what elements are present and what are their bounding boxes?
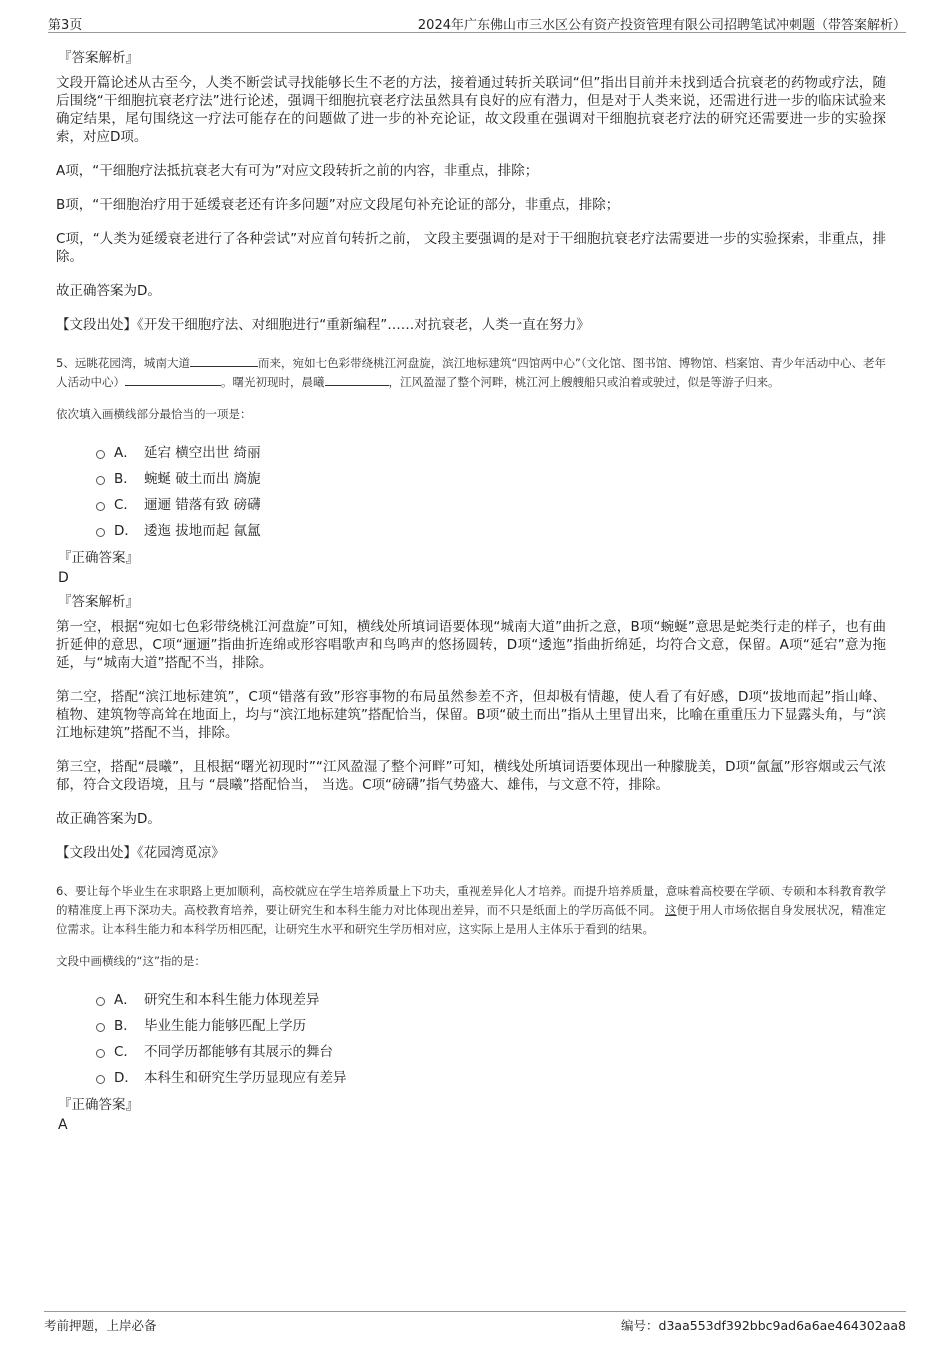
question-6-prompt: 文段中画横线的“这”指的是： [56,954,206,968]
radio-icon[interactable] [96,528,105,537]
page-footer [44,1311,906,1334]
correct-answer-label: 『正确答案』 [58,550,139,566]
analysis-paragraph: C项，“人类为延缓衰老进行了各种尝试”对应首句转折之前， 文段主要强调的是对于干细胞抗衰老疗法需要进一步的实验探索，非重点，排除。 [56,231,886,265]
option-d[interactable]: D． 本科生和研究生学历显现应有差异 [96,1063,886,1089]
question-5-prompt: 依次填入画横线部分最恰当的一项是： [56,407,252,421]
page-number: 第3页 [48,18,83,33]
page-content [56,46,886,1137]
analysis-paragraph: A项，“干细胞疗法抵抗衰老大有可为”对应文段转折之前的内容，非重点，排除； [56,163,539,179]
question-5-text: 5、远眺花园湾，城南大道 而来，宛如七色彩带绕桃江河盘旋，滨江地标建筑“四馆两中心”（文化馆、图书馆、博物馆、档案馆、青少年活动中心、老年人活动中心） 。曙光初现时，晨曦 ，江风盈湿了整个河畔，桃江河上艘艘船只或泊着或驶过，似是等游子归来。 [56,356,886,389]
analysis-paragraph: 第二空，搭配“滨江地标建筑”，C项“错落有致”形容事物的布局虽然参差不齐，但却极有情趣，使人看了有好感，D项“拔地而起”指山峰、植物、建筑物等高耸在地面上，均与“滨江地标建筑”搭配恰当，保留。B项“破土而出”指从土里冒出来，比喻在重重压力下显露头角，与“滨江地标建筑”搭配不当，排除。 [56,689,886,741]
radio-icon[interactable] [96,1023,105,1032]
option-a[interactable]: A． 延宕 横空出世 绮丽 [96,438,886,464]
analysis-paragraph: B项，“干细胞治疗用于延缓衰老还有许多问题”对应文段尾句补充论证的部分，非重点，排除； [56,197,620,213]
source-citation: 【文段出处】《开发干细胞疗法、对细胞进行“重新编程”……对抗衰老，人类一直在努力》 [56,317,590,333]
analysis-label: 『答案解析』 [58,594,139,610]
analysis-conclusion: 故正确答案为D。 [56,283,161,299]
option-b[interactable]: B． 毕业生能力能够匹配上学历 [96,1011,886,1037]
option-c[interactable]: C． 不同学历都能够有其展示的舞台 [96,1037,886,1063]
radio-icon[interactable] [96,450,105,459]
radio-icon[interactable] [96,476,105,485]
blank-line [190,354,258,367]
blank-line [325,373,389,386]
option-c[interactable]: C． 逦逦 错落有致 磅礴 [96,490,886,516]
correct-answer-label: 『正确答案』 [58,1097,139,1113]
radio-icon[interactable] [96,997,105,1006]
radio-icon[interactable] [96,502,105,511]
question-6-text: 6、要让每个毕业生在求职路上更加顺利，高校就应在学生培养质量上下功夫，重视差异化人才培养。而提升培养质量，意味着高校要在学硕、专硕和本科教育教学的精准度上再下深功夫。高校教育培养，要让研究生和本科生能力对比体现出差异，而不只是纸面上的学历高低不同。 这便于用人市场依据自身发展状况，精准定位需求。让本科生能力和本科学历相匹配，让研究生水平和研究生学历相对应，这实际上是用人主体乐于看到的结果。 [56,884,886,936]
radio-icon[interactable] [96,1075,105,1084]
blank-line [125,373,221,386]
correct-answer-value: D [58,570,69,586]
analysis-conclusion: 故正确答案为D。 [56,811,161,827]
option-a[interactable]: A． 研究生和本科生能力体现差异 [96,985,886,1011]
radio-icon[interactable] [96,1049,105,1058]
correct-answer-value: A [58,1117,68,1133]
option-b[interactable]: B． 蜿蜒 破土而出 旖旎 [96,464,886,490]
footer-slogan: 考前押题，上岸必备 [44,1318,157,1333]
page-header [48,12,906,33]
analysis-label: 『答案解析』 [58,50,139,66]
source-citation: 【文段出处】《花园湾觅凉》 [56,845,225,861]
document-title: 2024年广东佛山市三水区公有资产投资管理有限公司招聘笔试冲刺题（带答案解析） [417,18,906,33]
option-d[interactable]: D． 逶迤 拔地而起 氤氲 [96,516,886,542]
analysis-paragraph: 第一空，根据“宛如七色彩带绕桃江河盘旋”可知，横线处所填词语要体现“城南大道”曲折之意，B项“蜿蜒”意思是蛇类行走的样子，也有曲折延伸的意思，C项“逦逦”指曲折连绵或形容唱歌声和鸟鸣声的悠扬圆转，D项“逶迤”指曲折绵延，均符合文意，保留。A项“延宕”意为拖延，与“城南大道”搭配不当，排除。 [56,619,886,671]
question-5-options [96,438,886,542]
footer-code: 编号：d3aa553df392bbc9ad6a6ae464302aa8 [621,1318,906,1333]
analysis-paragraph: 文段开篇论述从古至今，人类不断尝试寻找能够长生不老的方法，接着通过转折关联词“但”指出目前并未找到适合抗衰老的药物或疗法，随后围绕“干细胞抗衰老疗法”进行论述，强调干细胞抗衰老疗法虽然具有良好的应有潜力，但是对于人类来说，还需进行进一步的临床试验来确定结果，尾句围绕这一疗法可能存在的问题做了进一步的补充论证，故文段重在强调对干细胞抗衰老疗法的研究还需要进一步的实验探索，对应D项。 [56,75,886,145]
question-6-options [96,985,886,1089]
underlined-word: 这 [665,903,677,917]
analysis-paragraph: 第三空，搭配“晨曦”，且根据“曙光初现时”“江风盈湿了整个河畔”可知，横线处所填词语要体现出一种朦胧美，D项“氤氲”形容烟或云气浓郁，符合文段语境，且与 “晨曦”搭配恰当， 当选。C项“磅礴”指气势盛大、雄伟，与文意不符，排除。 [56,759,886,793]
